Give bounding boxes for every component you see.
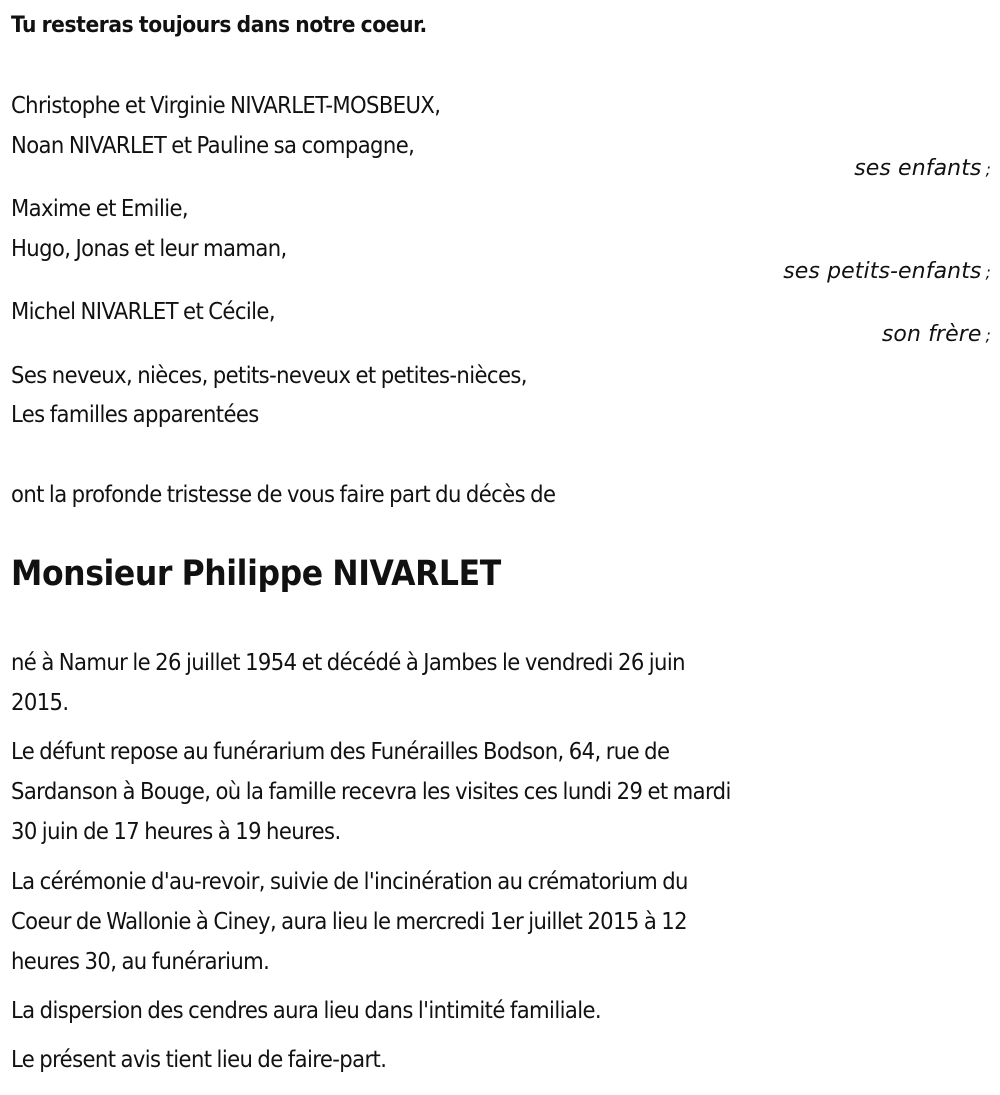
children-line-2: Noan NIVARLET et Pauline sa compagne,	[11, 131, 415, 159]
role-grandchildren-punct: ;	[985, 263, 991, 282]
ashes-dispersion-line: La dispersion des cendres aura lieu dans l'intimité familiale.	[11, 996, 602, 1024]
role-grandchildren-label: ses petits-enfants	[783, 259, 982, 284]
rest-place-line-1: Le défunt repose au funérarium des Funérailles Bodson, 64, rue de	[11, 737, 670, 765]
rest-place-line-2: Sardanson à Bouge, où la famille recevra les visites ces lundi 29 et mardi	[11, 777, 731, 805]
announcement-text: ont la profonde tristesse de vous faire part du décès de	[11, 480, 556, 508]
grandchildren-line-1: Maxime et Emilie,	[11, 194, 189, 222]
ceremony-line-3: heures 30, au funérarium.	[11, 947, 270, 975]
brother-line-1: Michel NIVARLET et Cécile,	[11, 297, 275, 325]
ceremony-line-2: Coeur de Wallonie à Ciney, aura lieu le mercredi 1er juillet 2015 à 12	[11, 907, 687, 935]
others-line-2: Les familles apparentées	[11, 400, 259, 428]
others-line-1: Ses neveux, nièces, petits-neveux et petites-nièces,	[11, 361, 527, 389]
grandchildren-line-2: Hugo, Jonas et leur maman,	[11, 234, 287, 262]
role-brother-punct: ;	[985, 326, 991, 345]
role-grandchildren	[783, 258, 991, 287]
ceremony-line-1: La cérémonie d'au-revoir, suivie de l'incinération au crématorium du	[11, 867, 688, 895]
birth-death-line-2: 2015.	[11, 688, 69, 716]
rest-place-line-3: 30 juin de 17 heures à 19 heures.	[11, 817, 341, 845]
notice-note-line: Le présent avis tient lieu de faire-part.	[11, 1045, 387, 1073]
motto-heading: Tu resteras toujours dans notre coeur.	[11, 12, 427, 38]
role-brother	[882, 321, 991, 350]
children-line-1: Christophe et Virginie NIVARLET-MOSBEUX,	[11, 91, 441, 119]
role-children-punct: ;	[985, 160, 991, 179]
role-brother-label: son frère	[881, 322, 982, 347]
deceased-name: Monsieur Philippe NIVARLET	[11, 554, 501, 594]
role-children	[854, 155, 991, 184]
birth-death-line-1: né à Namur le 26 juillet 1954 et décédé à Jambes le vendredi 26 juin	[11, 648, 685, 676]
role-children-label: ses enfants	[854, 156, 982, 181]
